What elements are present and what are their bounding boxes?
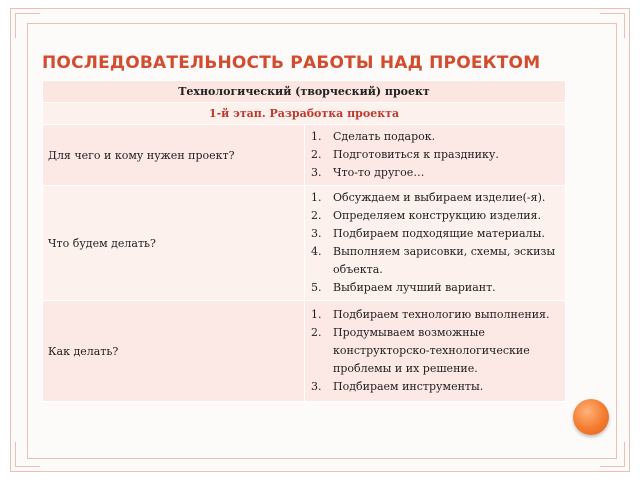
list-number: 1. xyxy=(311,130,322,143)
list-item: 1. Обсуждаем и выбираем изделие(-я). xyxy=(309,189,561,207)
list-number: 2. xyxy=(311,148,322,161)
table-header: Технологический (творческий) проект xyxy=(43,81,566,103)
question-cell: Для чего и кому нужен проект? xyxy=(43,125,305,186)
table-row xyxy=(43,125,566,186)
answer-list xyxy=(309,306,561,396)
list-number: 3. xyxy=(311,380,322,393)
slide-title: ПОСЛЕДОВАТЕЛЬНОСТЬ РАБОТЫ НАД ПРОЕКТОМ xyxy=(42,53,541,73)
table-row xyxy=(43,301,566,402)
answer-cell xyxy=(305,186,566,301)
list-number: 1. xyxy=(311,308,322,321)
list-item: 3. Подбираем подходящие материалы. xyxy=(309,225,561,243)
list-number: 2. xyxy=(311,209,322,222)
list-item: 1. Сделать подарок. xyxy=(309,128,561,146)
list-number: 3. xyxy=(311,227,322,240)
decorative-orb xyxy=(573,399,609,435)
list-item: 4. Выполняем зарисовки, схемы, эскизы объекта. xyxy=(311,245,556,276)
list-item: 1. Подбираем технологию выполнения. xyxy=(309,306,561,324)
list-item: 5. Выбираем лучший вариант. xyxy=(309,279,561,297)
table-row xyxy=(43,186,566,301)
answer-list xyxy=(309,189,561,297)
list-item: 2. Продумываем возможные конструкторско-технологические проблемы и их решение. xyxy=(311,326,530,375)
list-number: 1. xyxy=(311,191,322,204)
project-table xyxy=(42,80,566,402)
list-item: 3. Что-то другое… xyxy=(309,164,561,182)
answer-cell xyxy=(305,125,566,186)
list-number: 3. xyxy=(311,166,322,179)
list-number: 4. xyxy=(311,245,322,258)
stage-header: 1-й этап. Разработка проекта xyxy=(43,103,566,125)
list-item: 2. Подготовиться к празднику. xyxy=(309,146,561,164)
list-item: 3. Подбираем инструменты. xyxy=(309,378,561,396)
list-item: 2. Определяем конструкцию изделия. xyxy=(309,207,561,225)
question-cell: Что будем делать? xyxy=(43,186,305,301)
answer-cell xyxy=(305,301,566,402)
question-cell: Как делать? xyxy=(43,301,305,402)
answer-list xyxy=(309,128,561,182)
list-number: 5. xyxy=(311,281,322,294)
list-number: 2. xyxy=(311,326,322,339)
